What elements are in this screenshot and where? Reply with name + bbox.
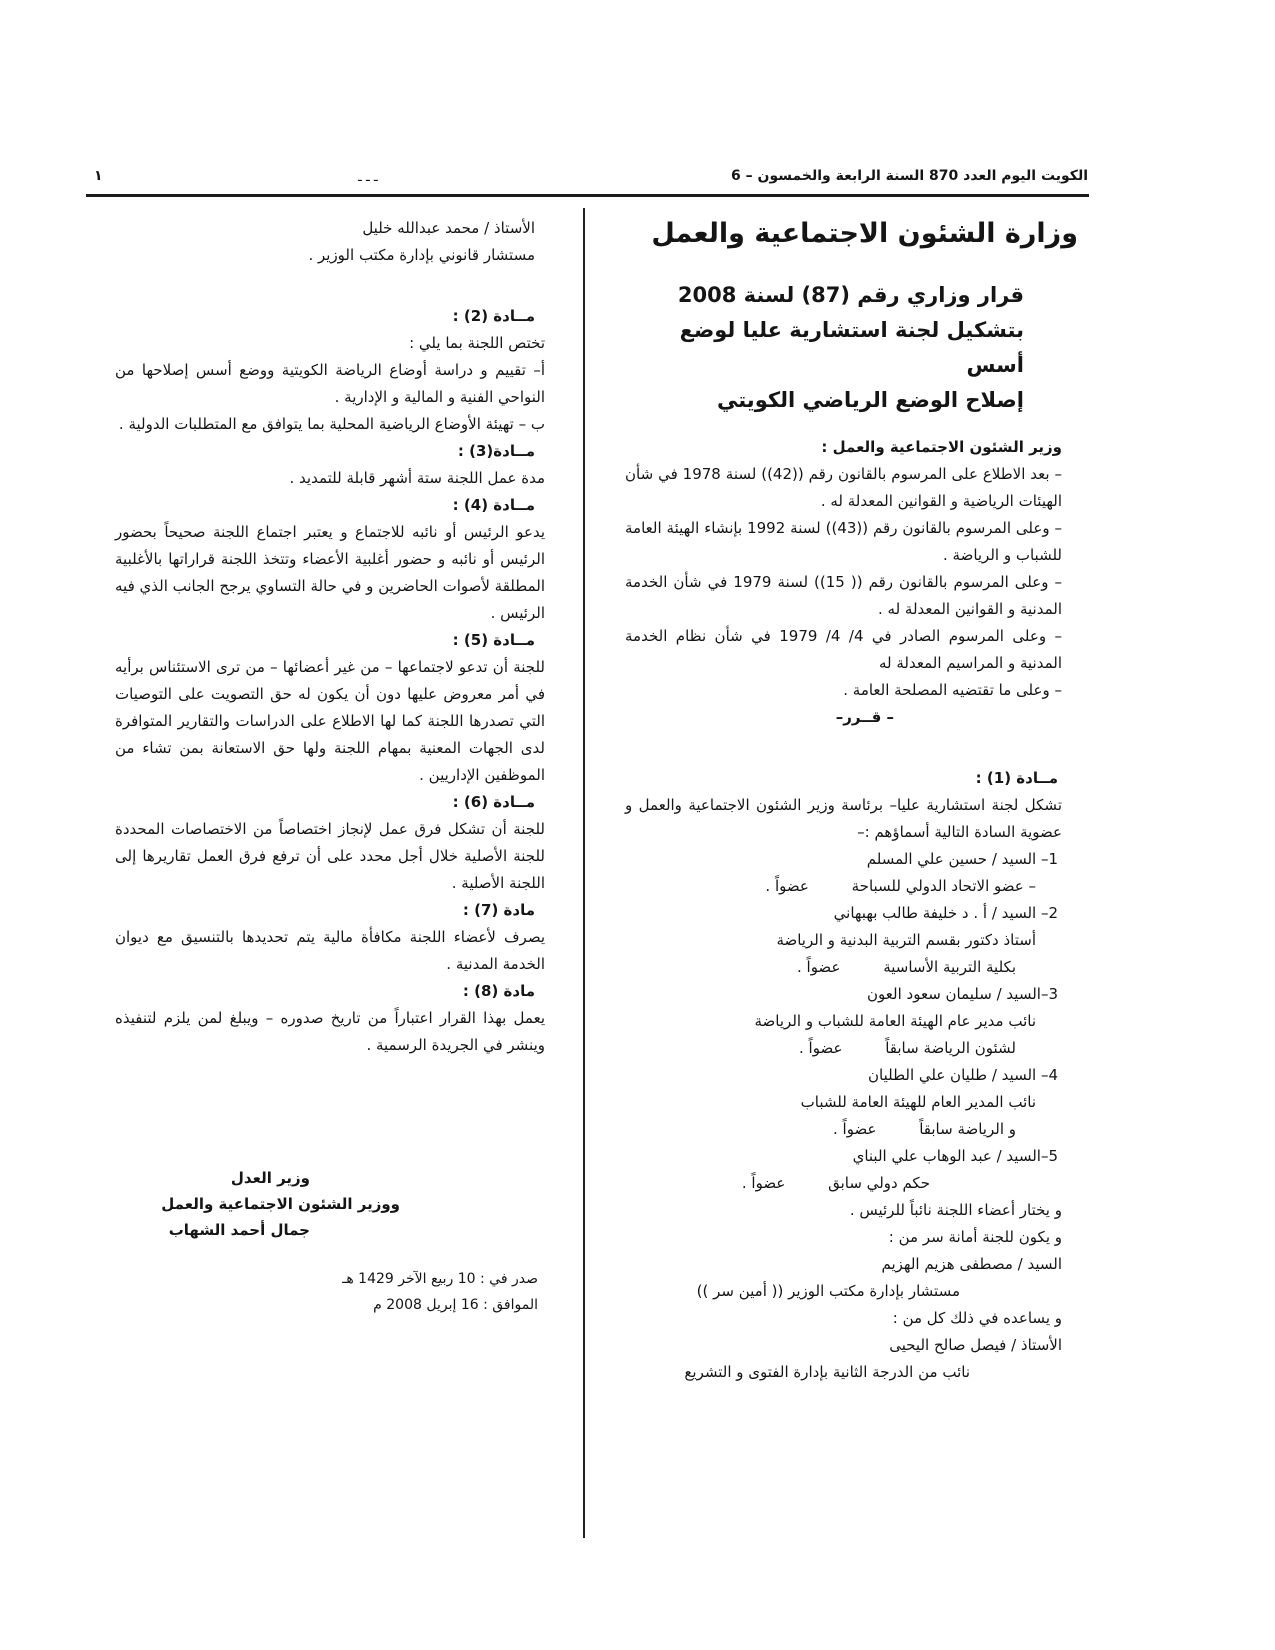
member-tag: عضواً . xyxy=(741,1174,786,1192)
column-divider xyxy=(583,208,585,1538)
running-header xyxy=(88,168,1088,190)
member-role-text: و الرياضة سابقاً xyxy=(919,1120,1016,1138)
decree-title-line: بتشكيل لجنة استشارية عليا لوضع أسس xyxy=(679,318,1024,377)
article-1-heading: مــادة (1) : xyxy=(975,769,1058,787)
member-role xyxy=(625,954,1080,981)
assistant-name: الأستاذ / فيصل صالح اليحيى xyxy=(889,1336,1062,1354)
article-1-text: تشكل لجنة استشارية عليا– برئاسة وزير الشئون الاجتماعية والعمل و عضوية السادة التالية أسماؤهم :– xyxy=(625,796,1062,841)
member-tag: عضواً . xyxy=(765,877,809,895)
member-tag: عضواً . xyxy=(833,1120,877,1138)
article-4-text: يدعو الرئيس أو نائبه للاجتماع و يعتبر اجتماع اللجنة صحيحاً بحضور الرئيس أو نائبه و حضور أغلبية الأعضاء وتتخذ اللجنة قراراتها بالأغلبية المطلقة لأصوات الحاضرين و في حالة التساوي يرجح الجانب الذي فيه الرئيس . xyxy=(115,523,545,622)
member-role xyxy=(625,873,1080,900)
article-6-text: للجنة أن تشكل فرق عمل لإنجاز اختصاصاً من الاختصاصات المحددة للجنة الأصلية خلال أجل محدد على أن ترفع فرق العمل تقاريرها إلى اللجنة الأصلية . xyxy=(115,820,545,892)
article-2-heading: مــادة (2) : xyxy=(452,307,535,325)
member-name: 2– السيد / أ . د خليفة طالب بهبهاني xyxy=(833,904,1058,922)
header-rule xyxy=(86,194,1089,197)
ministry-title: وزارة الشئون الاجتماعية والعمل xyxy=(651,218,1078,249)
member-role-text: نائب المدير العام للهيئة العامة للشباب xyxy=(800,1093,1036,1111)
article-2-item: ب – تهيئة الأوضاع الرياضية المحلية بما يتوافق مع المتطلبات الدولية . xyxy=(118,415,545,433)
member-role-text: لشئون الرياضة سابقاً xyxy=(885,1039,1016,1057)
header-marks: ـ ـ ـ xyxy=(358,170,378,185)
signature-block xyxy=(115,1165,400,1243)
member-name: 3–السيد / سليمان سعود العون xyxy=(867,985,1058,1003)
issue-date-block xyxy=(300,1266,538,1318)
secretary-role: مستشار بإدارة مكتب الوزير (( أمين سر )) xyxy=(696,1282,960,1300)
decided-line: – قــرر– xyxy=(835,708,894,726)
signatory-title: وزير العدل xyxy=(230,1169,310,1187)
member-name: 1– السيد / حسين علي المسلم xyxy=(866,850,1058,868)
signatory-title: ووزير الشئون الاجتماعية والعمل xyxy=(161,1195,400,1213)
page-folio: ١ xyxy=(94,168,103,184)
preamble-item: – بعد الاطلاع على المرسوم بالقانون رقم ((42)) لسنة 1978 في شأن الهيئات الرياضية و القوانين المعدلة له . xyxy=(625,465,1062,510)
article-4-heading: مــادة (4) : xyxy=(452,496,535,514)
decree-title-line: إصلاح الوضع الرياضي الكويتي xyxy=(716,388,1024,412)
member-role xyxy=(625,1170,1080,1197)
article-5-heading: مــادة (5) : xyxy=(452,631,535,649)
member-role xyxy=(625,1035,1080,1062)
preamble-item: – وعلى المرسوم الصادر في 4/ 4/ 1979 في شأن نظام الخدمة المدنية و المراسيم المعدلة له xyxy=(625,627,1062,672)
decree-title xyxy=(625,278,1080,418)
member-role-text: بكلية التربية الأساسية xyxy=(883,958,1016,976)
member-role-text: نائب مدير عام الهيئة العامة للشباب و الرياضة xyxy=(754,1012,1036,1030)
member-tag: عضواً . xyxy=(799,1039,843,1057)
minister-heading: وزير الشئون الاجتماعية والعمل : xyxy=(821,438,1062,456)
member-role-text: – عضو الاتحاد الدولي للسباحة xyxy=(851,877,1036,895)
member-tag: عضواً . xyxy=(796,958,841,976)
article-7-text: يصرف لأعضاء اللجنة مكافأة مالية يتم تحديدها بالتنسيق مع ديوان الخدمة المدنية . xyxy=(115,928,545,973)
article-3-text: مدة عمل اللجنة ستة أشهر قابلة للتمديد . xyxy=(289,469,545,487)
article-8-text: يعمل بهذا القرار اعتباراً من تاريخ صدوره – ويبلغ لمن يلزم لتنفيذه وينشر في الجريدة الرسمية . xyxy=(115,1009,545,1054)
right-column xyxy=(625,212,1080,1386)
assistant-role: نائب من الدرجة الثانية بإدارة الفتوى و التشريع xyxy=(684,1363,970,1381)
preamble-item: – وعلى ما تقتضيه المصلحة العامة . xyxy=(843,681,1062,699)
decree-title-line: قرار وزاري رقم (87) لسنة 2008 xyxy=(677,283,1024,307)
article-6-heading: مــادة (6) : xyxy=(452,793,535,811)
assisted-by-line: و يساعده في ذلك كل من : xyxy=(892,1309,1062,1327)
article-2-item: أ– تقييم و دراسة أوضاع الرياضة الكويتية ووضع أسس إصلاحها من النواحي الفنية و المالية و الإدارية . xyxy=(115,361,545,406)
assistant-role: مستشار قانوني بإدارة مكتب الوزير . xyxy=(308,246,535,264)
member-role-text: حكم دولي سابق xyxy=(828,1174,930,1192)
issue-date-gregorian: الموافق : 16 إبريل 2008 م xyxy=(373,1297,538,1313)
preamble-item: – وعلى المرسوم بالقانون رقم ((43)) لسنة 1992 بإنشاء الهيئة العامة للشباب و الرياضة . xyxy=(625,519,1062,564)
issue-date-hijri: صدر في : 10 ربيع الآخر 1429 هـ xyxy=(342,1271,538,1287)
article-3-heading: مــادة(3) : xyxy=(457,442,535,460)
member-role xyxy=(625,1116,1080,1143)
article-5-text: للجنة أن تدعو لاجتماعها – من غير أعضائها – من ترى الاستئناس برأيه في أمر معروض عليها دون أن يكون له حق التصويت على التوصيات التي تصدرها اللجنة كما لها الاطلاع على الدراسات والتقارير المتوافرة لدى الجهات المعنية بمهام اللجنة ولها حق الاستعانة بمن تشاء من الموظفين الإداريين . xyxy=(115,658,545,784)
article-2-intro: تختص اللجنة بما يلي : xyxy=(409,334,545,352)
preamble-item: – وعلى المرسوم بالقانون رقم (( 15)) لسنة 1979 في شأن الخدمة المدنية و القوانين المعدلة له . xyxy=(625,573,1062,618)
member-name: 4– السيد / طليان علي الطليان xyxy=(867,1066,1058,1084)
member-role-text: أستاذ دكتور بقسم التربية البدنية و الرياضة xyxy=(776,931,1036,949)
article-7-heading: مادة (7) : xyxy=(462,901,535,919)
vice-chair-line: و يختار أعضاء اللجنة نائباً للرئيس . xyxy=(849,1201,1062,1219)
left-column xyxy=(115,215,563,1059)
assistant-name: الأستاذ / محمد عبدالله خليل xyxy=(362,219,535,237)
article-8-heading: مادة (8) : xyxy=(462,982,535,1000)
signatory-name: جمال أحمد الشهاب xyxy=(168,1221,310,1239)
secretary-name: السيد / مصطفى هزيم الهزيم xyxy=(881,1255,1062,1273)
secretariat-intro: و يكون للجنة أمانة سر من : xyxy=(888,1228,1062,1246)
running-title: الكويت اليوم العدد 870 السنة الرابعة والخمسون – 6 xyxy=(731,168,1088,184)
member-name: 5–السيد / عبد الوهاب علي البناي xyxy=(852,1147,1058,1165)
